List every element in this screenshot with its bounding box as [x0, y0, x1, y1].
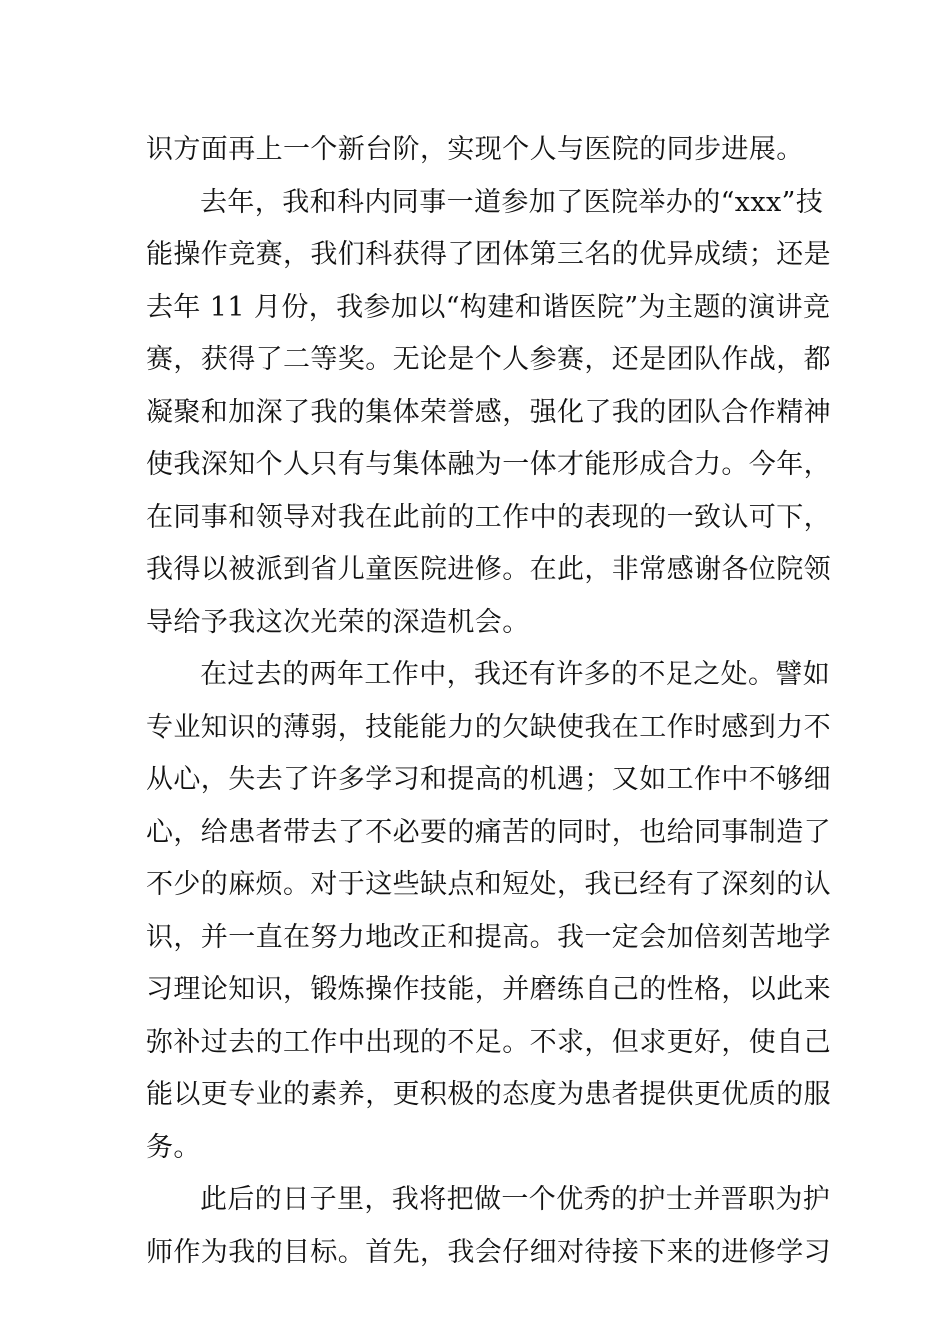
text-line: 在过去的两年工作中，我还有许多的不足之处。譬如	[200, 659, 831, 690]
text-line: 专业知识的薄弱，技能能力的欠缺使我在工作时感到力不	[146, 711, 831, 743]
text-line: 我得以被派到省儿童医院进修。在此，非常感谢各位院领	[146, 554, 831, 585]
text-line: 不少的麻烦。对于这些缺点和短处，我已经有了深刻的认	[146, 869, 831, 900]
paragraph-goals	[146, 1174, 831, 1279]
document-body	[146, 124, 831, 1279]
text-line: 去年，我和科内同事一道参加了医院举办的“xxx”技	[200, 186, 824, 218]
text-line: 从心，失去了许多学习和提高的机遇；又如工作中不够细	[146, 764, 831, 795]
text-line: 使我深知个人只有与集体融为一体才能形成合力。今年，	[146, 449, 831, 480]
paragraph-continued	[146, 124, 806, 177]
text-line: 师作为我的目标。首先，我会仔细对待接下来的进修学习	[146, 1236, 831, 1268]
text-line: 弥补过去的工作中出现的不足。不求，但求更好，使自己	[146, 1026, 831, 1058]
text-line: 能操作竞赛，我们科获得了团体第三名的优异成绩；还是	[146, 239, 831, 270]
text-line: 导给予我这次光荣的深造机会。	[146, 606, 530, 638]
text-line: 心，给患者带去了不必要的痛苦的同时，也给同事制造了	[146, 816, 831, 848]
text-line: 赛，获得了二等奖。无论是个人参赛，还是团队作战，都	[146, 344, 831, 375]
text-line: 能以更专业的素养，更积极的态度为患者提供更优质的服	[146, 1079, 831, 1110]
text-line: 识方面再上一个新台阶，实现个人与医院的同步进展。	[146, 134, 804, 165]
text-line: 识，并一直在努力地改正和提高。我一定会加倍刻苦地学	[146, 921, 831, 953]
paragraph-shortcomings	[146, 649, 831, 1174]
text-line: 去年 11 月份，我参加以“构建和谐医院”为主题的演讲竞	[146, 291, 831, 323]
text-line: 凝聚和加深了我的集体荣誉感，强化了我的团队合作精神	[146, 396, 831, 428]
paragraph-competitions	[146, 177, 831, 650]
text-line: 此后的日子里，我将把做一个优秀的护士并晋职为护	[200, 1184, 831, 1215]
text-line: 务。	[146, 1131, 201, 1163]
text-line: 习理论知识，锻炼操作技能，并磨练自己的性格，以此来	[146, 974, 831, 1005]
text-line: 在同事和领导对我在此前的工作中的表现的一致认可下，	[146, 501, 831, 533]
